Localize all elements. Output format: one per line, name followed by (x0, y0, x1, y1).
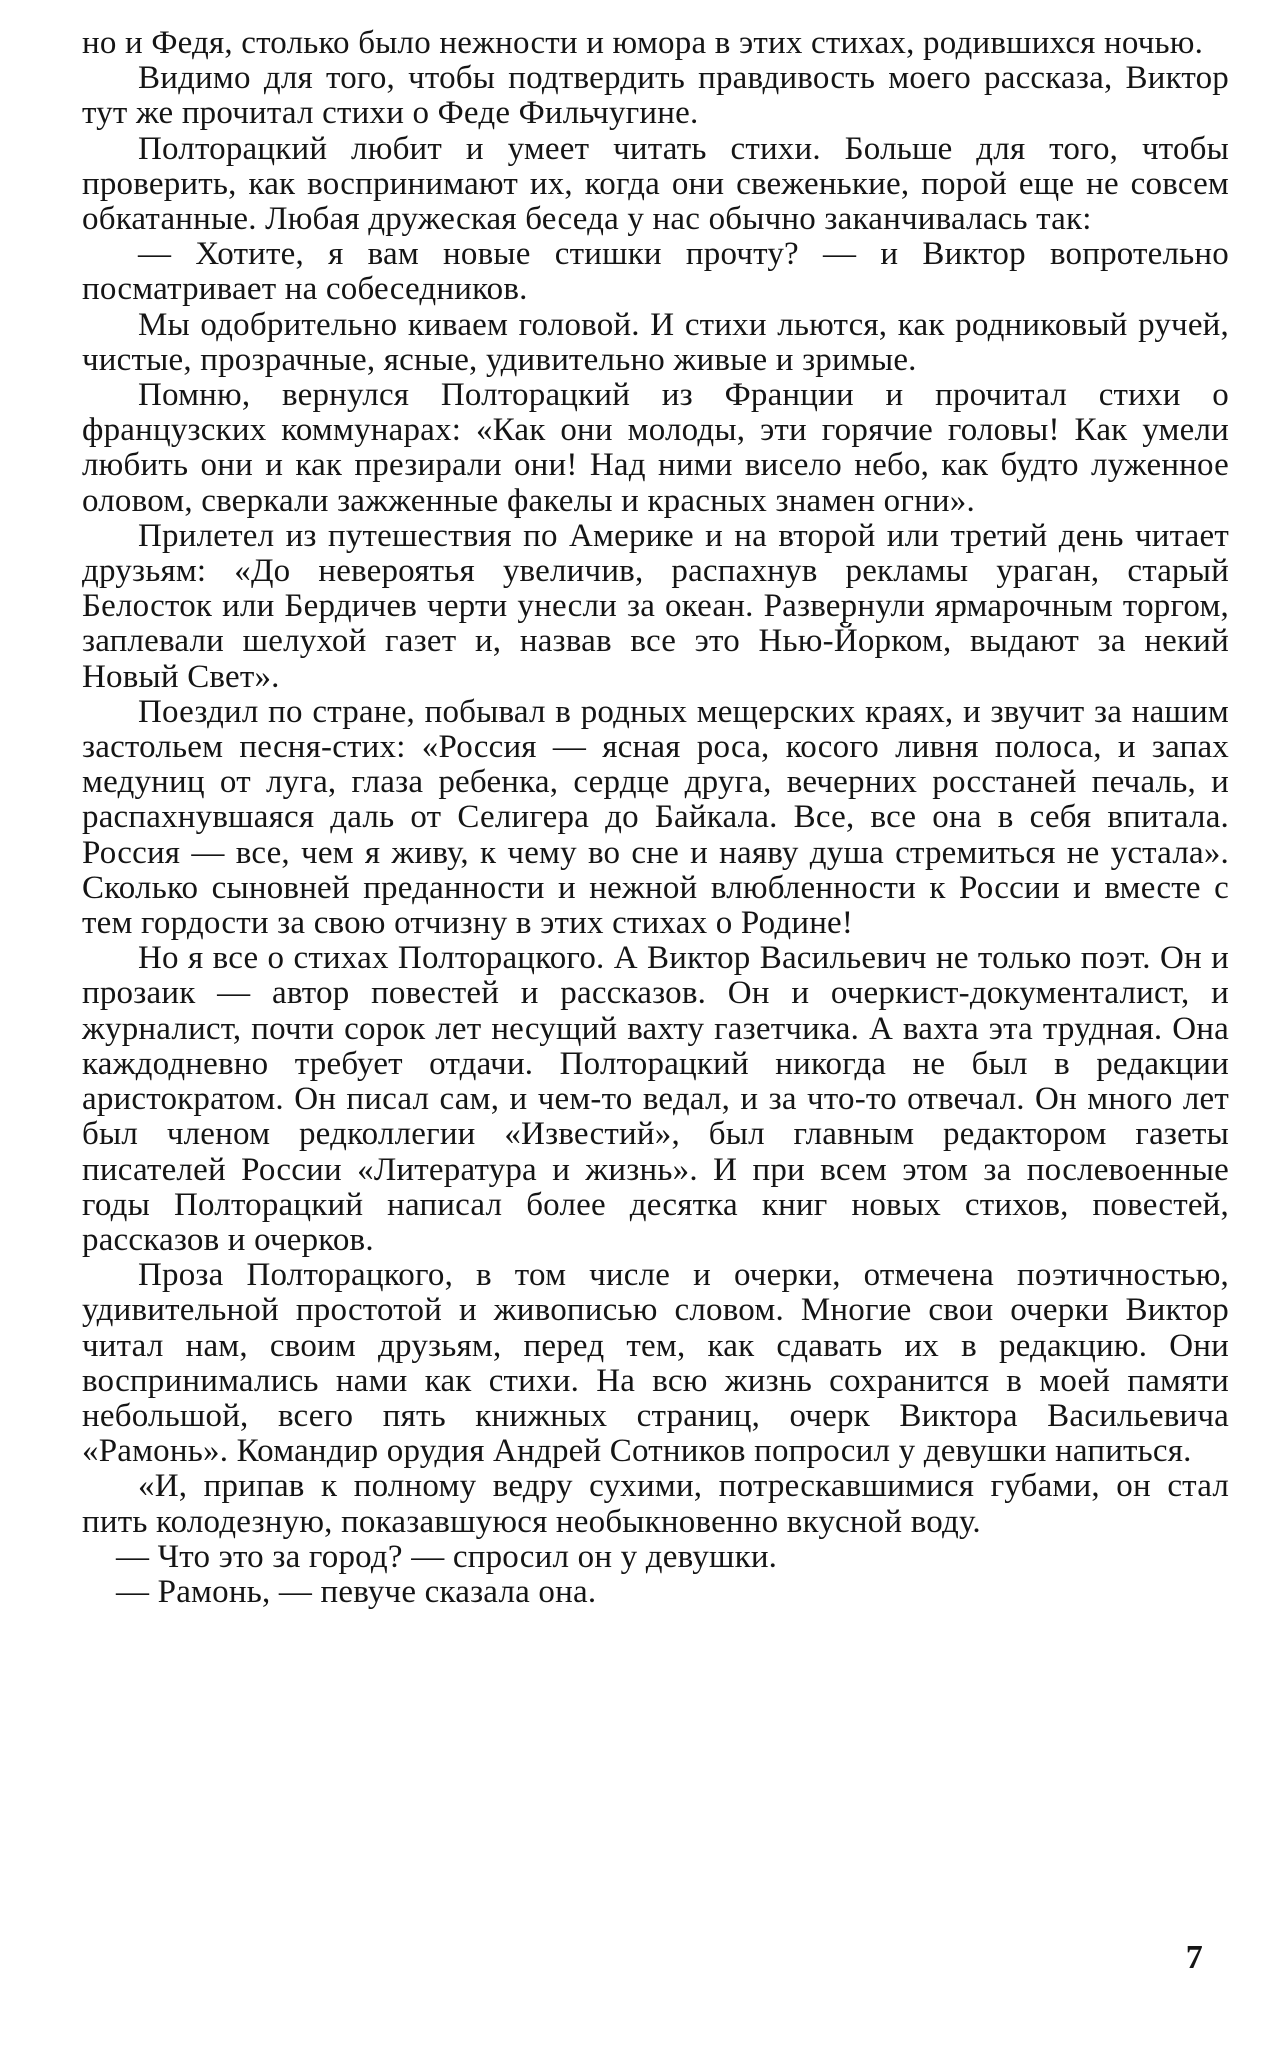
page-number: 7 (1185, 1939, 1203, 1976)
paragraph-3: Полторацкий любит и умеет читать стихи. Больше для того, чтобы проверить, как воспринимают их, когда они свеженькие, порой еще не совсем обкатанные. Любая дружеская беседа у нас обычно заканчивалась так: (82, 130, 1229, 238)
dialog-line-1: — Что это за город? — спросил он у девушки. (116, 1538, 778, 1575)
paragraph-1: но и Федя, столько было нежности и юмора в этих стихах, родившихся ночью. (82, 25, 1204, 61)
paragraph-9: Но я все о стихах Полторацкого. А Виктор Васильевич не только поэт. Он и прозаик — автор повестей и рассказов. Он и очеркист-документалист, и журналист, почти сорок лет несущий вахту газетчика. А вахта эта трудная. Она каждодневно требует отдачи. Полторацкий никогда не был в редакции аристократом. Он писал сам, и чем-то ведал, и за что-то отвечал. Он много лет был членом редколлегии «Известий», был главным редактором газеты писателей России «Литература и жизнь». И при всем этом за послевоенные годы Полторацкий написал более десятка книг новых стихов, повестей, рассказов и очерков. (82, 940, 1229, 1258)
paragraph-5: Мы одобрительно киваем головой. И стихи льются, как родниковый ручей, чистые, прозрачные, ясные, удивительно живые и зримые. (82, 306, 1229, 378)
paragraph-6: Помню, вернулся Полторацкий из Франции и прочитал стихи о французских коммунарах: «Как они молоды, эти горячие головы! Как умели любить они и как презирали они! Над ними висело небо, как будто луженное оловом, сверкали зажженные факелы и красных знамен огни». (82, 377, 1229, 519)
paragraph-4: — Хотите, я вам новые стишки прочту? — и Виктор вопротельно посматривает на собеседников. (82, 236, 1229, 308)
paragraph-7: Прилетел из путешествия по Америке и на второй или третий день читает друзьям: «До невероятья увеличив, распахнув рекламы ураган, старый Белосток или Бердичев черти унесли за океан. Развернули ярмарочным торгом, заплевали шелухой газет и, назвав все это Нью-Йорком, выдают за некий Новый Свет». (82, 517, 1229, 695)
page-text (82, 26, 1229, 1610)
paragraph-2: Видимо для того, чтобы подтвердить правдивость моего рассказа, Виктор тут же прочитал стихи о Феде Фильчугине. (82, 60, 1229, 132)
paragraph-8: Поездил по стране, побывал в родных мещерских краях, и звучит за нашим застольем песня-стих: «Россия — ясная роса, косого ливня полоса, и запах медуниц от луга, глаза ребенка, сердце друга, вечерних росстаней печаль, и распахнувшаяся даль от Селигера до Байкала. Все, все она в себя впитала. Россия — все, чем я живу, к чему во сне и наяву душа стремиться не устала». Сколько сыновней преданности и нежной влюбленности к России и вместе с тем гордости за свою отчизну в этих стихах о Родине! (82, 693, 1229, 942)
dialog-line-2: — Рамонь, — певуче сказала она. (116, 1573, 597, 1610)
paragraph-11: «И, припав к полному ведру сухими, потрескавшимися губами, он стал пить колодезную, показавшуюся необыкновенно вкусной воду. (82, 1468, 1229, 1540)
paragraph-10: Проза Полторацкого, в том числе и очерки, отмечена поэтичностью, удивительной простотой и живописью словом. Многие свои очерки Виктор читал нам, своим друзьям, перед тем, как сдавать их в редакцию. Они воспринимались нами как стихи. На всю жизнь сохранится в моей памяти небольшой, всего пять книжных страниц, очерк Виктора Васильевича «Рамонь». Командир орудия Андрей Сотников попросил у девушки напиться. (82, 1257, 1229, 1470)
